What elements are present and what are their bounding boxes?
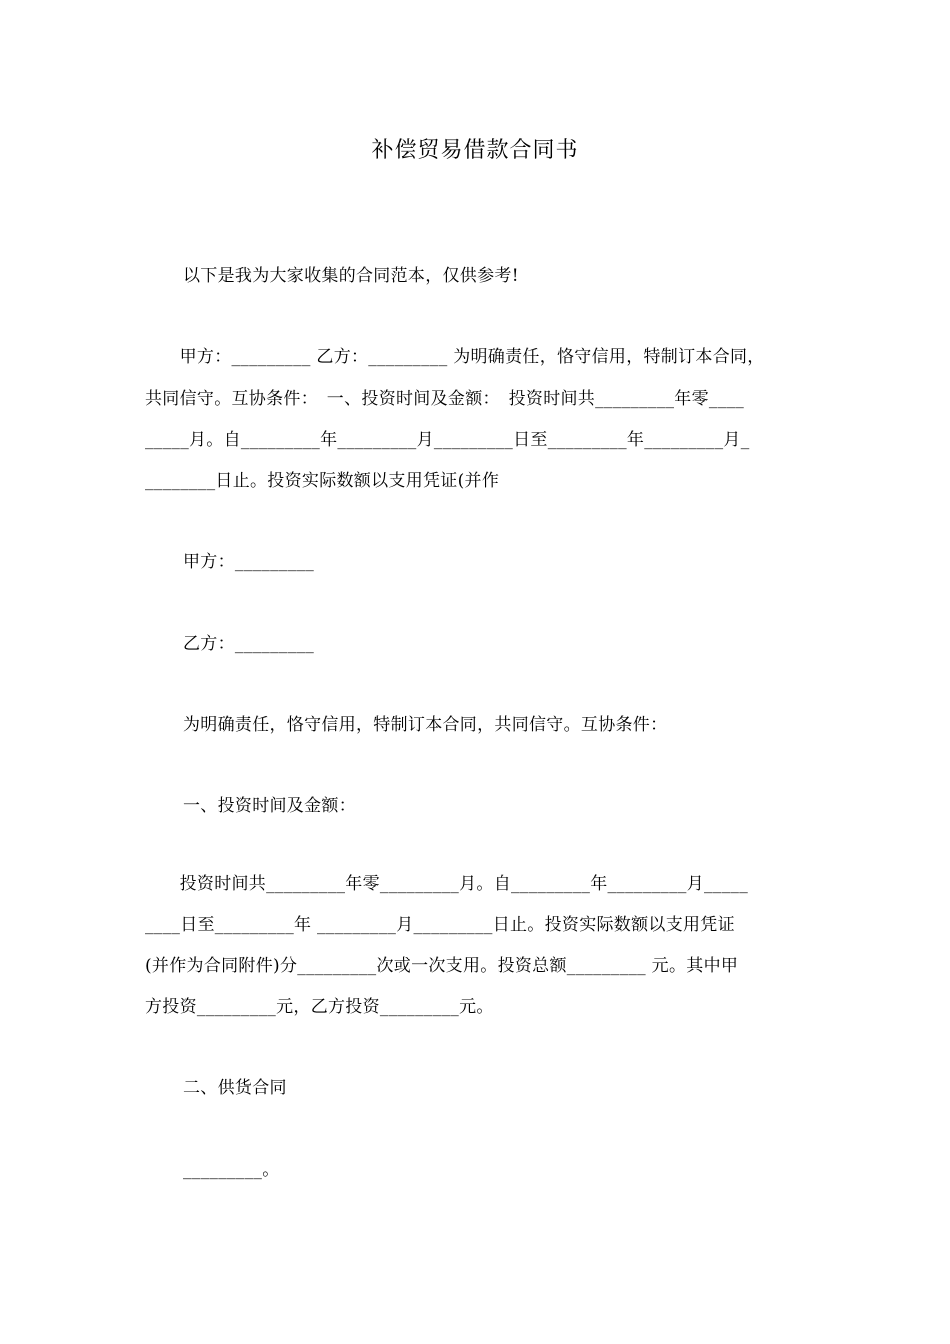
paragraph-line: ________日止。投资实际数额以支用凭证(并作 — [145, 471, 500, 491]
paragraph-line: _____月。自_________年_________月_________日至_________年_________月_ — [145, 430, 750, 450]
intro-text: 以下是我为大家收集的合同范本，仅供参考! — [183, 266, 519, 286]
section1-heading: 一、投资时间及金额： — [183, 796, 356, 816]
document-title: 补偿贸易借款合同书 — [371, 138, 579, 163]
party-b-line: 乙方：_________ — [183, 634, 315, 654]
party-a-line: 甲方：_________ — [183, 552, 315, 572]
section1-line: ____日至_________年 _________月_________日止。投资实际数额以支用凭证 — [145, 915, 735, 935]
paragraph-line: 共同信守。互协条件： 一、投资时间及金额： 投资时间共_________年零____ — [145, 389, 745, 409]
section1-line: (并作为合同附件)分_________次或一次支用。投资总额_________ 元。其中甲 — [145, 956, 739, 976]
paragraph-line: 甲方：_________ 乙方：_________ 为明确责任，恪守信用，特制订本合同， — [145, 347, 765, 367]
purpose-text: 为明确责任，恪守信用，特制订本合同，共同信守。互协条件： — [183, 715, 668, 735]
section1-line: 方投资_________元，乙方投资_________元。 — [145, 997, 494, 1017]
section2-heading: 二、供货合同 — [183, 1078, 287, 1098]
section2-blank: _________。 — [183, 1160, 280, 1180]
section1-line: 投资时间共_________年零_________月。自_________年_________月_____ — [145, 874, 748, 894]
